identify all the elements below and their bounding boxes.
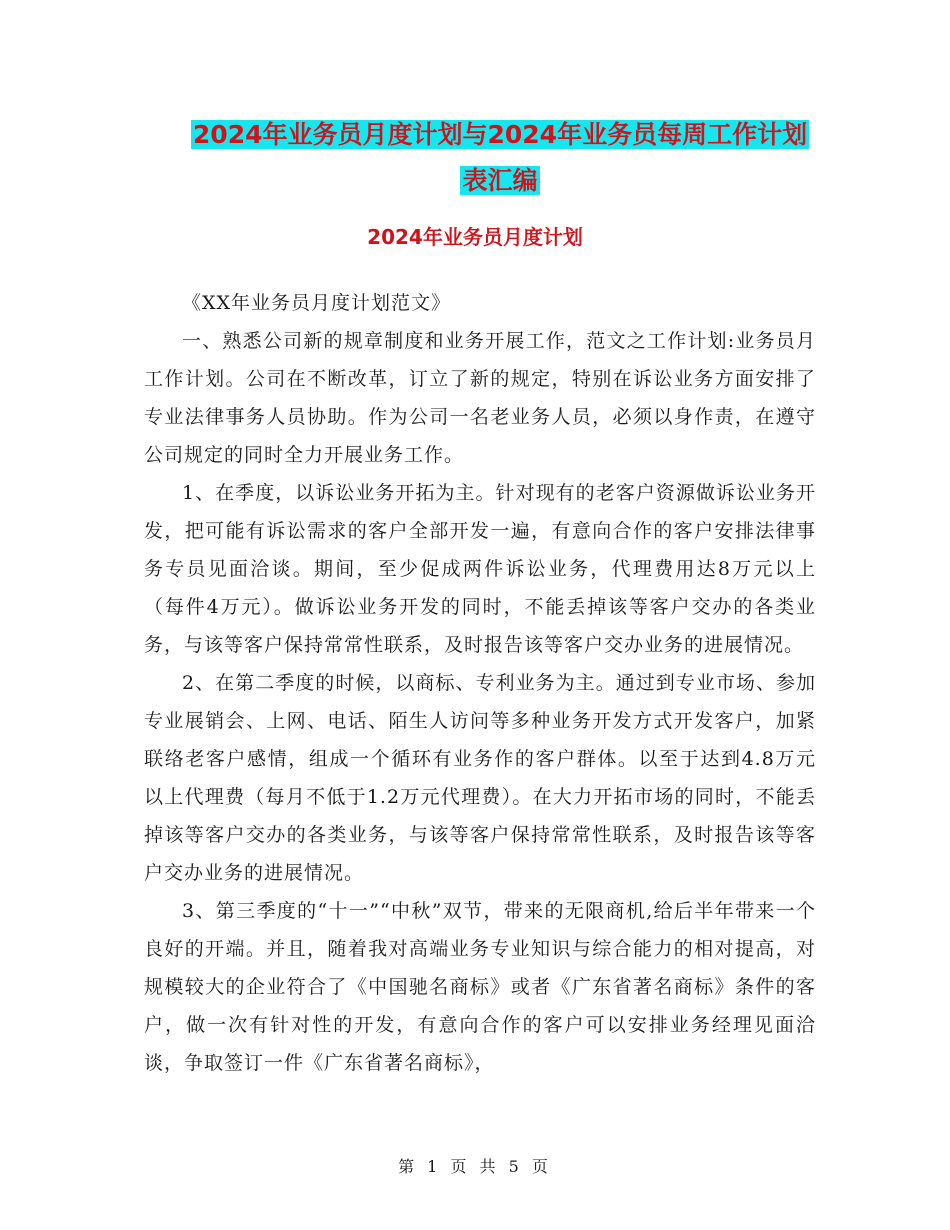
paragraph-2: 1、在季度，以诉讼业务开拓为主。针对现有的老客户资源做诉讼业务开发，把可能有诉讼需求的客户全部开发一遍，有意向合作的客户安排法律事务专员见面洽谈。期间，至少促成两件诉讼业务，代理费用达8万元以上（每件4万元）。做诉讼业务开发的同时，不能丢掉该等客户交办的各类业务，与该等客户保持常常性联系，及时报告该等客户交办业务的进展情况。 (144, 482, 816, 656)
document-title-line-2: 表汇编 (462, 166, 538, 195)
document-body (144, 284, 816, 1082)
paragraph-intro: 《XX年业务员月度计划范文》 (182, 292, 452, 314)
document-title (140, 112, 860, 204)
paragraph-1: 一、熟悉公司新的规章制度和业务开展工作，范文之工作计划:业务员月工作计划。公司在不断改革，订立了新的规定，特别在诉讼业务方面安排了专业法律事务人员协助。作为公司一名老业务人员，必须以身作责，在遵守公司规定的同时全力开展业务工作。 (144, 330, 816, 466)
section-heading: 2024年业务员月度计划 (367, 225, 583, 249)
page-number-footer: 第 1 页 共 5 页 (398, 1157, 552, 1176)
paragraph-4: 3、第三季度的“十一”“中秋”双节，带来的无限商机,给后半年带来一个良好的开端。并且，随着我对高端业务专业知识与综合能力的相对提高，对规模较大的企业符合了《中国驰名商标》或者《广东省著名商标》条件的客户，做一次有针对性的开发，有意向合作的客户可以安排业务经理见面洽谈，争取签订一件《广东省著名商标》， (144, 900, 816, 1074)
document-title-line-1: 2024年业务员月度计划与2024年业务员每周工作计划 (192, 120, 808, 149)
paragraph-3: 2、在第二季度的时候，以商标、专利业务为主。通过到专业市场、参加专业展销会、上网、电话、陌生人访问等多种业务开发方式开发客户，加紧联络老客户感情，组成一个循环有业务作的客户群体。以至于达到4.8万元以上代理费（每月不低于1.2万元代理费）。在大力开拓市场的同时，不能丢掉该等客户交办的各类业务，与该等客户保持常常性联系，及时报告该等客户交办业务的进展情况。 (144, 672, 816, 884)
